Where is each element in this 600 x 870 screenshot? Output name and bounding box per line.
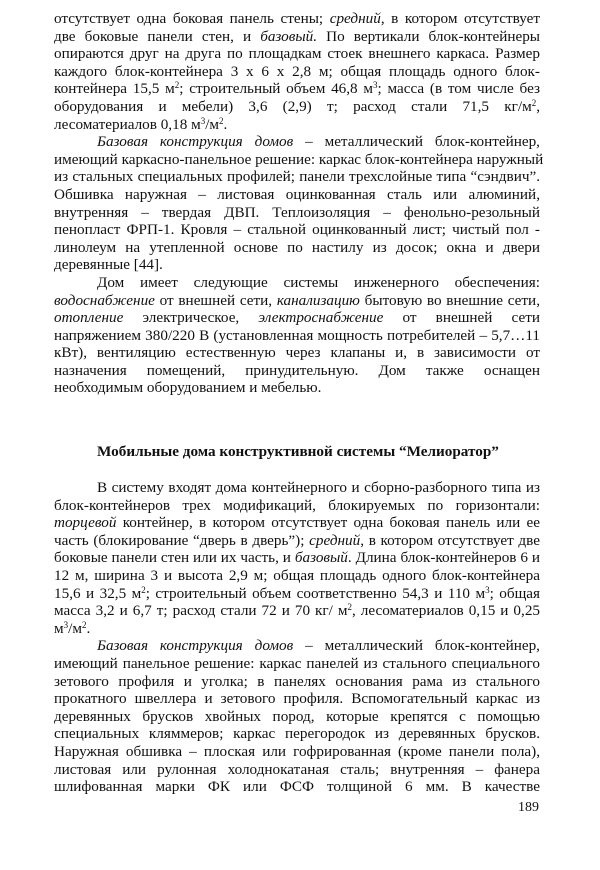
page-number: 189 xyxy=(518,800,539,815)
text-line: опираются друг на друга по площадкам стоек внешнего каркаса. Размер xyxy=(54,45,540,63)
text-line: внутренняя – твердая ДВП. Теплоизоляция – фенольно-резольный xyxy=(54,203,540,221)
text-line: имеющий панельное решение: каркас панелей из стального специального xyxy=(54,654,540,672)
section-heading: Мобильные дома конструктивной системы “Мелиоратор” xyxy=(97,443,499,460)
text-line: специальных кляммеров; каркас перегородок из деревянных брусков. xyxy=(54,725,540,743)
text-line: прокатного швеллера и зетового профиля. Вспомогательный каркас из xyxy=(54,690,540,708)
text-line: отопление электрическое, электроснабжение от внешней сети xyxy=(54,309,540,327)
text-line: лесоматериалов 0,18 $м^3/м^2$. xyxy=(54,115,228,133)
text-line: Базовая конструкция домов – металлический блок-контейнер, xyxy=(97,637,540,655)
text-line: блок-контейнеров трех модификаций, блокируемых по горизонтали: xyxy=(54,496,540,514)
text-line: часть (блокирование “дверь в дверь”); средний, в котором отсутствует две xyxy=(54,531,540,549)
text-line: две боковые панели стен, и базовый. По вертикали блок-контейнеры xyxy=(54,27,540,45)
text-line: каждого блок-контейнера 3 х 6 х 2,8 м; общая площадь одного блок- xyxy=(54,62,540,80)
text-line: 15,6 и 32,5 $м^2$; строительный объем соответственно 54,3 и 110 $м^3$; общая xyxy=(54,584,540,602)
text-line: отсутствует одна боковая панель стены; средний, в котором отсутствует xyxy=(54,10,540,27)
text-block-1 xyxy=(54,10,544,397)
text-line: Базовая конструкция домов – металлический блок-контейнер, xyxy=(97,133,540,151)
text-line: зетового профиля и уголка; в панелях основания рама из стального xyxy=(54,672,540,690)
text-line: пенопласт ФРП-1. Кровля – стальной оцинкованный лист; чистый пол - xyxy=(54,221,540,239)
text-line: деревянных брусков хвойных пород, которые крепятся с помощью xyxy=(54,707,540,725)
text-line: оборудования и мебели) 3,6 (2,9) т; расход стали 71,5 $кг/м^2$, xyxy=(54,97,540,115)
text-line: В систему входят дома контейнерного и сборно-разборного типа из xyxy=(97,479,540,496)
text-line: шлифованная марки ФК или ФСФ толщиной 6 мм. В качестве xyxy=(54,778,540,796)
text-line: из стальных специальных профилей; панели трехслойные типа “сэндвич”. xyxy=(54,168,540,186)
text-line: назначения помещений, принудительную. Дом также оснащен xyxy=(54,361,540,379)
text-line: деревянные [44]. xyxy=(54,256,163,274)
text-line: Дом имеет следующие системы инженерного обеспечения: xyxy=(97,273,540,291)
text-line: торцевой контейнер, в котором отсутствует одна боковая панель или ее xyxy=(54,514,540,532)
text-line: Наружная обшивка – плоская или гофрированная (кроме панели пола), xyxy=(54,742,540,760)
text-line: $м^3/м^2$. xyxy=(54,619,91,637)
text-line: листовая или рулонная холоднокатаная сталь; внутренняя – фанера xyxy=(54,760,540,778)
text-line: 12 м, ширина 3 и высота 2,9 м; общая площадь одного блок-контейнера xyxy=(54,566,540,584)
text-block-2 xyxy=(54,479,540,796)
text-line: необходимым оборудованием и мебелью. xyxy=(54,379,322,397)
text-line: Обшивка наружная – листовая оцинкованная сталь или алюминий, xyxy=(54,185,540,203)
text-line: водоснабжение от внешней сети, канализацию бытовую во внешние сети, xyxy=(54,291,540,309)
text-line: напряжением 380/220 В (установленная мощность потребителей – 5,7…11 xyxy=(54,326,540,344)
text-line: линолеум на утепленной основе по настилу из досок; окна и двери xyxy=(54,238,540,256)
text-line: кВт), вентиляцию естественную через клапаны и, в зависимости от xyxy=(54,344,540,362)
text-line: имеющий каркасно-панельное решение: каркас блок-контейнера наружный xyxy=(54,150,544,168)
text-line: боковые панели стен или их часть, и базовый. Длина блок-контейнеров 6 и xyxy=(54,549,540,567)
text-line: контейнера 15,5 $м^2$; строительный объем 46,8 $м^3$; масса (в том числе без xyxy=(54,80,540,98)
text-line: масса 3,2 и 6,7 т; расход стали 72 и 70 кг/ $м^2$, лесоматериалов 0,15 и 0,25 xyxy=(54,602,541,620)
